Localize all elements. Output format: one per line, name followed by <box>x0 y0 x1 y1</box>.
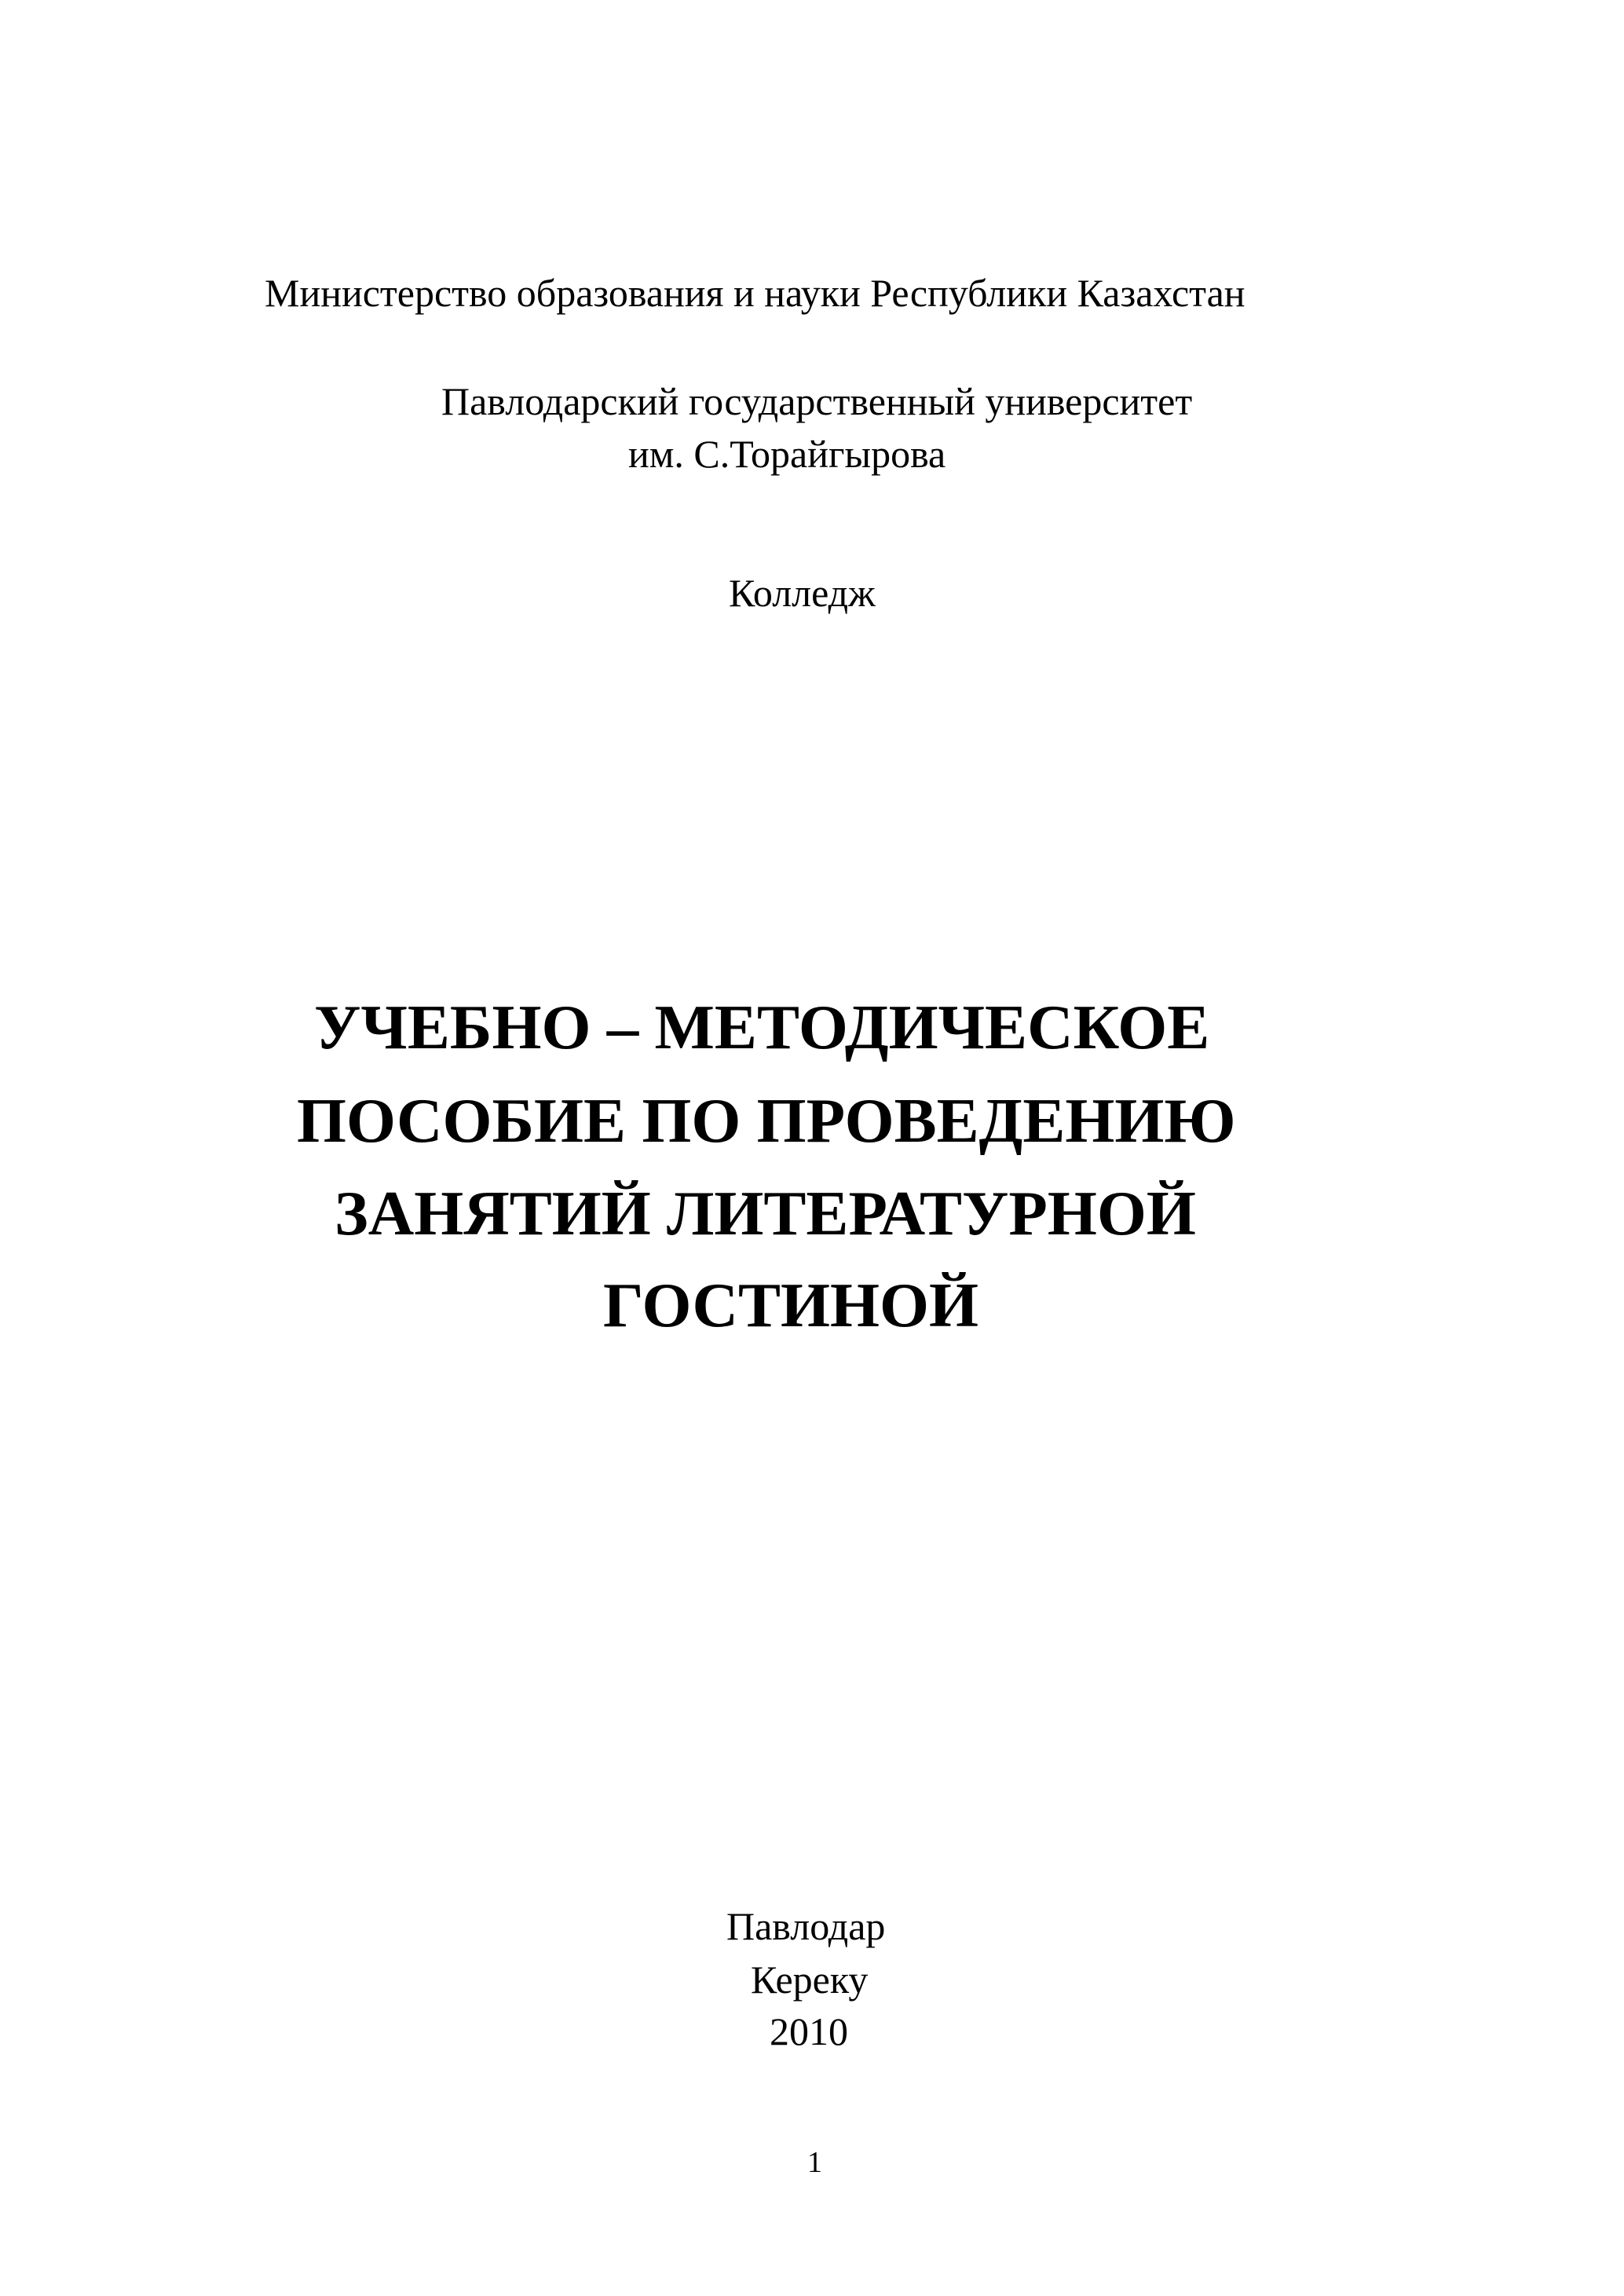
ministry-name: Министерство образования и науки Республики Казахстан <box>265 271 1245 315</box>
title-line-2: ПОСОБИЕ ПО ПРОВЕДЕНИЮ <box>297 1085 1236 1156</box>
page-number: 1 <box>807 2146 822 2179</box>
university-name-line-1: Павлодарский государственный университет <box>441 379 1193 423</box>
imprint-city: Павлодар <box>726 1904 886 1948</box>
imprint-year: 2010 <box>770 2009 848 2053</box>
title-line-1: УЧЕБНО – МЕТОДИЧЕСКОЕ <box>314 992 1210 1062</box>
title-line-4: ГОСТИНОЙ <box>603 1270 979 1340</box>
title-line-3: ЗАНЯТИЙ ЛИТЕРАТУРНОЙ <box>335 1178 1196 1249</box>
imprint-publisher: Кереку <box>751 1958 869 2002</box>
university-name-line-2: им. С.Торайгырова <box>628 432 946 476</box>
college-name: Колледж <box>729 571 876 615</box>
